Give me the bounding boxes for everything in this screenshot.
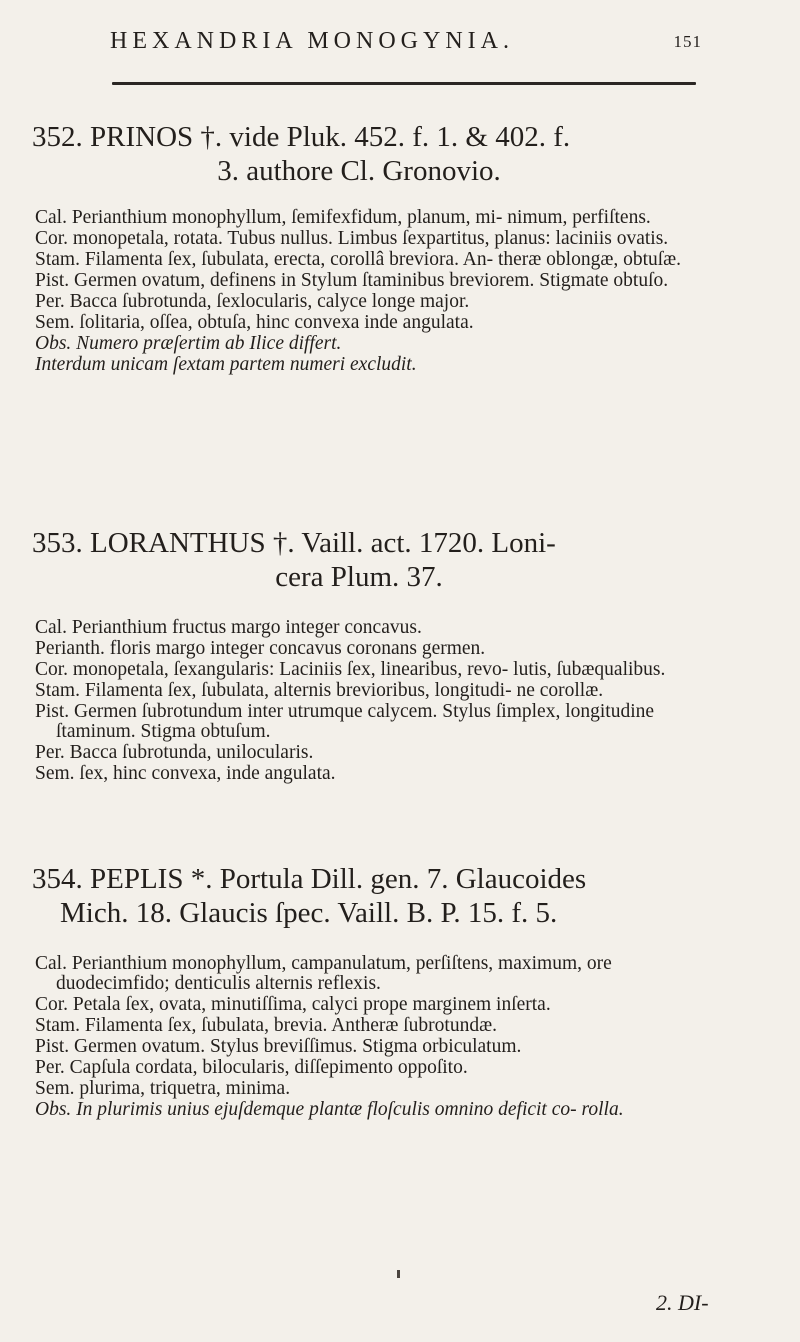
description-obs: Obs. In plurimis unius ejuſdemque plantæ floſculis omnino deficit co- rolla.: [35, 1099, 624, 1120]
description-per: Per. Bacca ſubrotunda, ſexlocularis, calyce longe major.: [35, 291, 470, 312]
description-cal: Cal. Perianthium monophyllum, ſemifexfidum, planum, mi- nimum, perfiſtens.: [35, 207, 651, 228]
description-cor: Cor. Petala ſex, ovata, minutiſſima, calyci prope marginem inſerta.: [35, 994, 551, 1015]
running-head: [100, 26, 700, 60]
entry-352: [0, 120, 800, 375]
description-sem: Sem. plurima, triquetra, minima.: [35, 1078, 291, 1099]
description-pist: Pist. Germen ovatum, definens in Stylum ſtaminibus breviorem. Stigmate obtuſo.: [35, 270, 669, 291]
description-pist: Pist. Germen ſubrotundum inter utrumque calycem. Stylus ſimplex, longitudine ſtaminum. Stigma obtuſum.: [35, 701, 655, 742]
description-cal: Cal. Perianthium monophyllum, campanulatum, perſiſtens, maximum, ore duodecimfido; denticulis alternis reflexis.: [35, 953, 612, 994]
description-stam: Stam. Filamenta ſex, ſubulata, erecta, corollâ breviora. An- theræ oblongæ, obtuſæ.: [35, 249, 682, 270]
description-perianth-floris: Perianth. floris margo integer concavus coronans germen.: [35, 638, 486, 659]
description-cor: Cor. monopetala, rotata. Tubus nullus. Limbus ſexpartitus, planus: laciniis ovatis.: [35, 228, 669, 249]
heading-line-2: Mich. 18. Glaucis ſpec. Vaill. B. P. 15. f. 5.: [60, 897, 558, 929]
catchword: 2. DI-: [656, 1290, 709, 1315]
entry-354: [0, 862, 800, 1120]
page-number: 151: [673, 32, 702, 51]
running-head-title: HEXANDRIA MONOGYNIA.: [110, 28, 514, 54]
description-per: Per. Bacca ſubrotunda, unilocularis.: [35, 742, 314, 763]
printer-mark: [397, 1270, 400, 1278]
description-cal: Cal. Perianthium fructus margo integer concavus.: [35, 617, 422, 638]
description-cor: Cor. monopetala, ſexangularis: Laciniis ſex, linearibus, revo- lutis, ſubæqualibus.: [35, 659, 666, 680]
header-rule: [112, 82, 696, 85]
heading-line-1: 353. LORANTHUS †. Vaill. act. 1720. Loni-: [32, 527, 556, 559]
heading-line-2: cera Plum. 37.: [275, 561, 443, 593]
description-obs: Obs. Numero præſertim ab Ilice differt.: [35, 333, 342, 354]
description-sem: Sem. ſex, hinc convexa, inde angulata.: [35, 763, 336, 784]
description-note: Interdum unicam ſextam partem numeri excludit.: [35, 354, 417, 375]
description-pist: Pist. Germen ovatum. Stylus breviſſimus. Stigma orbiculatum.: [35, 1036, 522, 1057]
description-per: Per. Capſula cordata, bilocularis, diſſepimento oppoſito.: [35, 1057, 468, 1078]
entry-353: [0, 526, 800, 784]
heading-line-1: 352. PRINOS †. vide Pluk. 452. f. 1. & 402. f.: [32, 121, 571, 153]
heading-line-2: 3. authore Cl. Gronovio.: [217, 155, 501, 187]
entry-heading: [0, 862, 800, 930]
heading-line-1: 354. PEPLIS *. Portula Dill. gen. 7. Glaucoides: [32, 863, 587, 895]
description-stam: Stam. Filamenta ſex, ſubulata, alternis brevioribus, longitudi- ne corollæ.: [35, 680, 604, 701]
entry-heading: [0, 526, 800, 594]
entry-heading: [0, 120, 800, 188]
description-sem: Sem. ſolitaria, oſſea, obtuſa, hinc convexa inde angulata.: [35, 312, 474, 333]
description-stam: Stam. Filamenta ſex, ſubulata, brevia. Antheræ ſubrotundæ.: [35, 1015, 497, 1036]
